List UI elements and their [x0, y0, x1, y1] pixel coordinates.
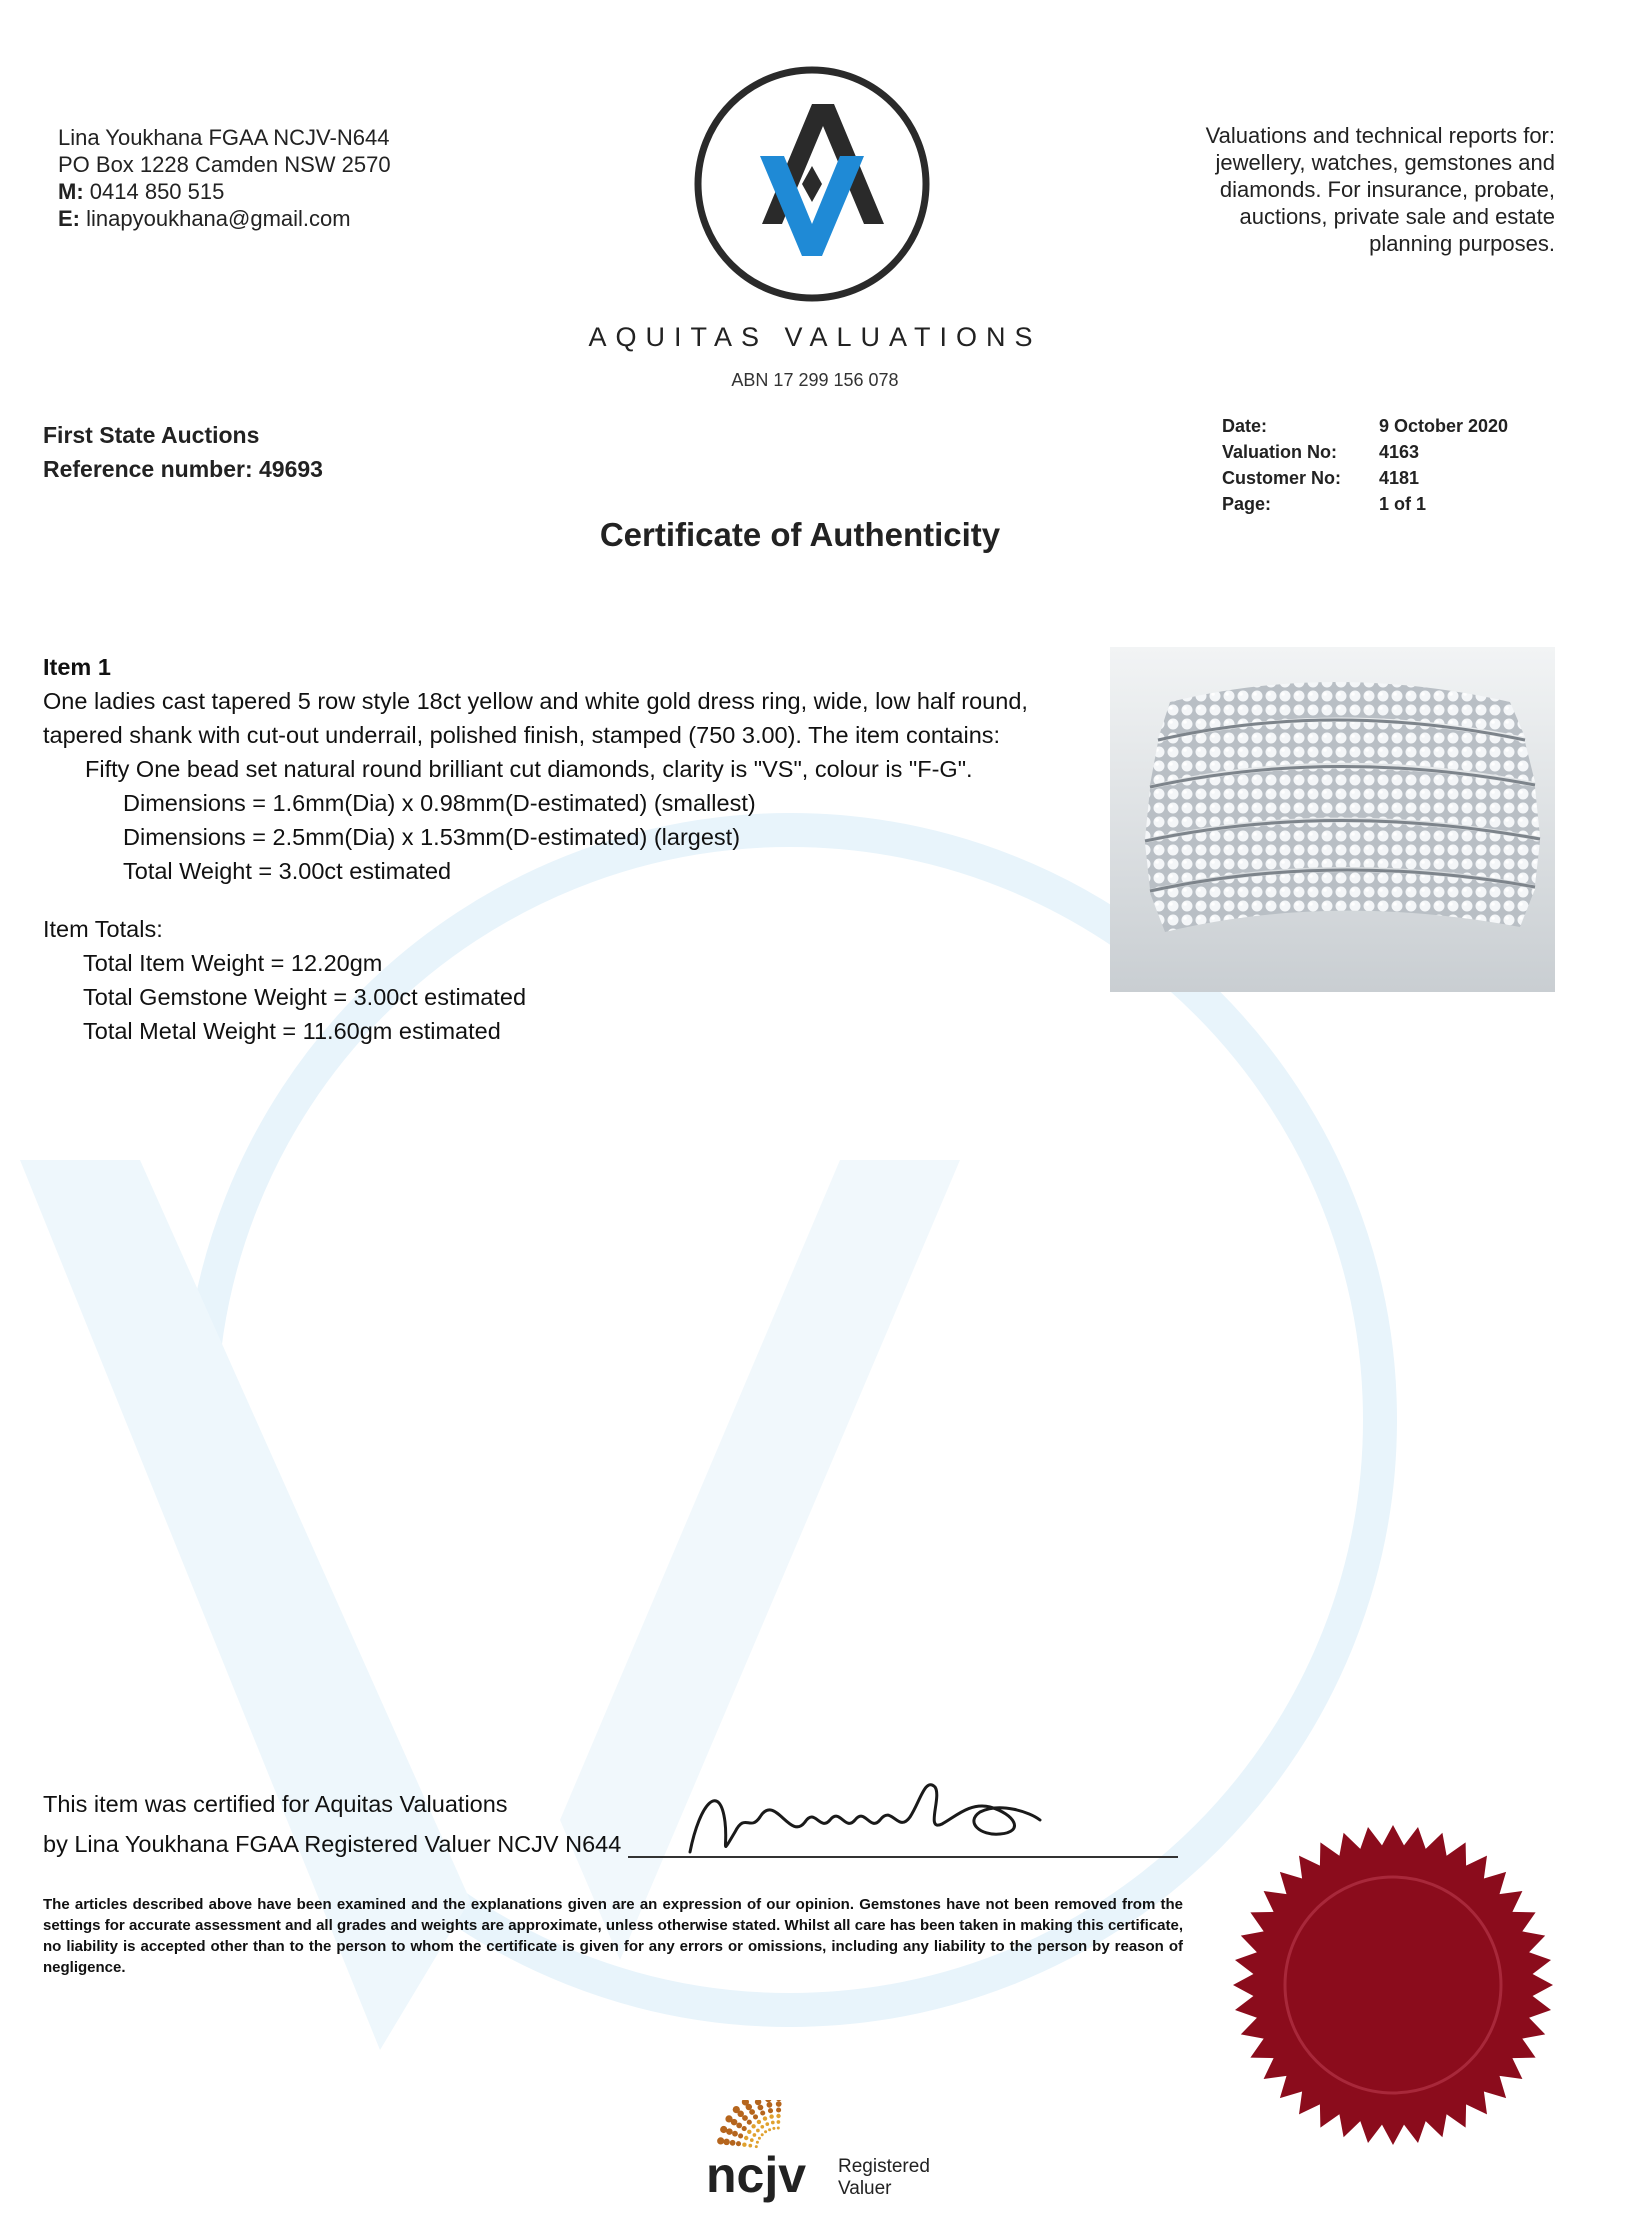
certification-line: This item was certified for Aquitas Valuations	[43, 1791, 508, 1817]
meta-label: Valuation No:	[1222, 442, 1338, 462]
ncjv-dot	[736, 2141, 741, 2146]
ncjv-dot	[776, 2100, 783, 2101]
seal-body	[1233, 1825, 1553, 2145]
ncjv-dot	[753, 2133, 757, 2137]
meta-value: 9 October 2020	[1379, 416, 1509, 436]
valuer-name-line: Lina Youkhana FGAA NCJV-N644	[58, 125, 390, 150]
meta-value: 4163	[1379, 442, 1420, 462]
meta-value: 1 of 1	[1379, 494, 1427, 514]
item-contains: Fifty One bead set natural round brilliant cut diamonds, clarity is "VS", colour is "F-G".	[85, 756, 973, 782]
ncjv-dot	[776, 2114, 780, 2118]
services-line: planning purposes.	[1369, 231, 1555, 256]
ncjv-registered-valuer-logo	[678, 2100, 968, 2210]
totals-line: Total Gemstone Weight = 3.00ct estimated	[83, 984, 527, 1010]
ncjv-dot	[742, 2126, 747, 2131]
av-monogram-icon	[688, 60, 936, 308]
meta-row-customer	[1222, 465, 1508, 491]
meta-value: 4181	[1379, 468, 1420, 488]
item-description	[43, 650, 1103, 888]
ncjv-dot	[776, 2107, 781, 2112]
valuer-email	[58, 205, 391, 232]
ncjv-dot	[755, 2100, 762, 2105]
certification-statement	[43, 1784, 621, 1864]
ncjv-dot	[732, 2131, 738, 2137]
ncjv-dot	[777, 2127, 780, 2130]
ncjv-dot	[733, 2106, 740, 2113]
meta-label: Date:	[1222, 416, 1268, 436]
ncjv-dot	[744, 2136, 748, 2140]
meta-label: Customer No:	[1222, 468, 1342, 488]
valuer-address-line: PO Box 1228 Camden NSW 2570	[58, 152, 391, 177]
ncjv-dot	[765, 2122, 769, 2126]
certification-line: by Lina Youkhana FGAA Registered Valuer NCJV N644	[43, 1831, 622, 1857]
mobile-value: 0414 850 515	[89, 179, 225, 204]
ncjv-registered: Registered	[838, 2156, 930, 2177]
abn-number: ABN 17 299 156 078	[731, 370, 899, 390]
ncjv-dot	[751, 2124, 755, 2128]
ncjv-dot	[757, 2120, 761, 2124]
ncjv-dot	[738, 2133, 743, 2138]
ncjv-dot	[764, 2130, 767, 2133]
email-value: linapyoukhana@gmail.com	[86, 206, 351, 231]
item-totals	[43, 912, 526, 1048]
valuer-mobile	[58, 178, 391, 205]
mobile-label: M:	[58, 179, 84, 204]
signature-line	[628, 1856, 1178, 1858]
ncjv-dot	[772, 2127, 775, 2130]
ncjv-dot	[747, 2130, 751, 2134]
ncjv-dot	[763, 2116, 767, 2120]
totals-line: Total Item Weight = 12.20gm	[83, 950, 383, 976]
ncjv-dot	[730, 2140, 736, 2146]
item-detail: Dimensions = 1.6mm(Dia) x 0.98mm(D-estimated) (smallest)	[123, 790, 756, 816]
ncjv-dot	[753, 2114, 758, 2119]
meta-row-page	[1222, 491, 1508, 517]
ncjv-dot	[720, 2126, 727, 2133]
ncjv-dot	[736, 2123, 742, 2129]
reference-number: Reference number: 49693	[43, 456, 323, 482]
ncjv-dot	[777, 2120, 781, 2124]
document-title: Certificate of Authenticity	[599, 516, 1001, 553]
brand-name: AQUITAS VALUATIONS	[588, 322, 1042, 352]
email-label: E:	[58, 206, 80, 231]
totals-heading: Item Totals:	[43, 916, 163, 942]
ncjv-dot	[769, 2114, 773, 2118]
meta-label: Page:	[1222, 494, 1272, 514]
services-description	[1095, 122, 1555, 257]
ncjv-dot	[756, 2129, 760, 2133]
ncjv-dot	[768, 2108, 773, 2113]
item-description-line: tapered shank with cut-out underrail, polished finish, stamped (750 3.00). The item contains:	[43, 722, 1001, 748]
services-line: diamonds. For insurance, probate,	[1219, 177, 1555, 202]
services-line: jewellery, watches, gemstones and	[1215, 150, 1555, 175]
item-heading: Item 1	[43, 654, 111, 680]
ncjv-dot	[761, 2133, 764, 2136]
services-line: auctions, private sale and estate	[1239, 204, 1555, 229]
ncjv-dots-icon	[678, 2100, 968, 2210]
client-name: First State Auctions	[43, 422, 260, 448]
ncjv-dot	[717, 2137, 724, 2144]
ring-photo	[1110, 647, 1555, 992]
ncjv-dot	[767, 2102, 773, 2108]
valuer-contact	[58, 124, 391, 232]
item-detail: Dimensions = 2.5mm(Dia) x 1.53mm(D-estimated) (largest)	[123, 824, 741, 850]
ncjv-dot	[760, 2110, 765, 2115]
ncjv-dot	[723, 2139, 730, 2146]
disclaimer-text: The articles described above have been examined and the explanations given are an expression of our opinion. Gemstones have not been removed from the settings for accurate assessment and all grades and weights are approximate, unless otherwise stated. Whilst all care has been taken in making this certificate, no liability is accepted other than to the person to whom the certificate is given for any errors or omissions, including any liability to the person by reason of negligence.	[43, 1896, 1183, 1976]
ncjv-dot	[760, 2125, 764, 2129]
totals-line: Total Metal Weight = 11.60gm estimated	[83, 1018, 501, 1044]
ncjv-valuer: Valuer	[838, 2178, 892, 2199]
item-detail: Total Weight = 3.00ct estimated	[123, 858, 452, 884]
ncjv-dot	[765, 2100, 772, 2102]
client-block	[43, 418, 323, 486]
ncjv-dot	[758, 2105, 764, 2111]
valuation-meta	[1222, 413, 1508, 517]
ncjv-dot	[750, 2138, 754, 2142]
ncjv-dot	[768, 2128, 771, 2131]
item-description-line: One ladies cast tapered 5 row style 18ct yellow and white gold dress ring, wide, low half round,	[43, 688, 1028, 714]
wax-seal-icon	[1228, 1820, 1558, 2150]
ncjv-dot	[756, 2141, 759, 2144]
ncjv-wordmark: ncjv	[706, 2147, 807, 2203]
ncjv-dot	[776, 2101, 782, 2107]
ncjv-dot	[747, 2120, 752, 2125]
meta-row-valuation	[1222, 439, 1508, 465]
meta-row-date	[1222, 413, 1508, 439]
ncjv-dot	[758, 2137, 761, 2140]
ncjv-dot	[725, 2115, 732, 2122]
ncjv-dot	[771, 2121, 775, 2125]
services-line: Valuations and technical reports for:	[1205, 123, 1555, 148]
